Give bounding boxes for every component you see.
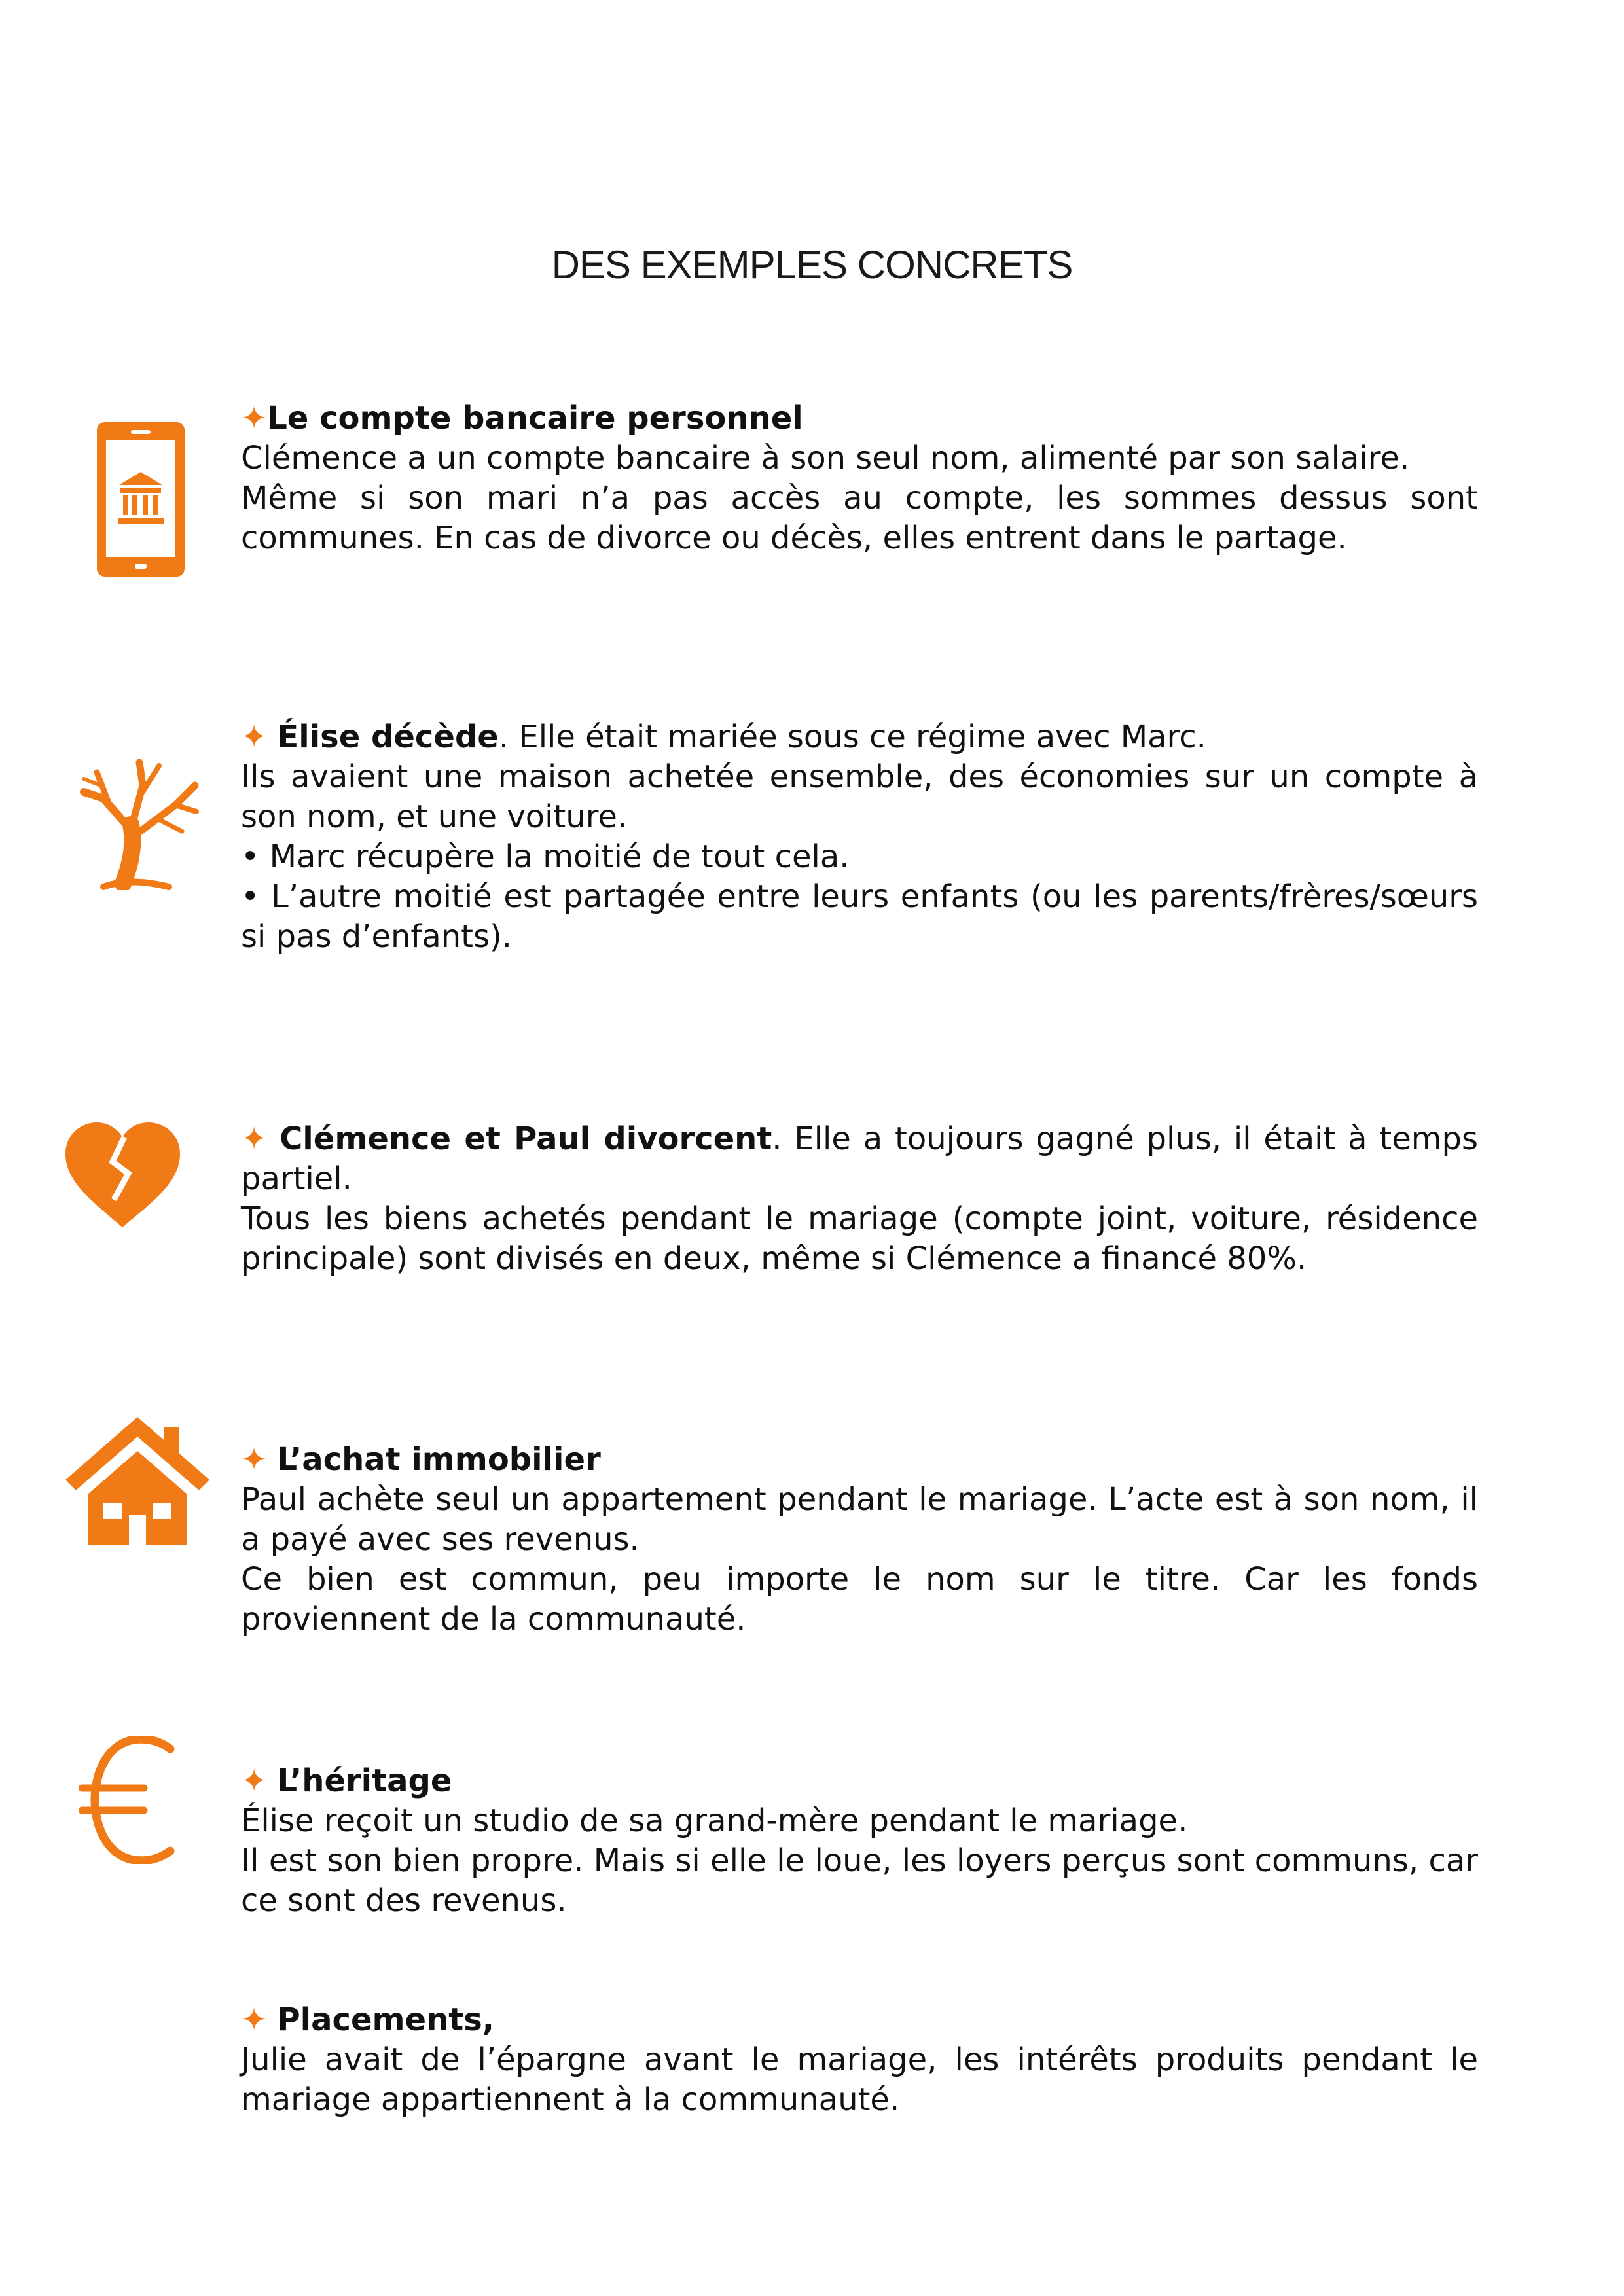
paragraph-line: Ce bien est commun, peu importe le nom sur le titre. Car les fonds proviennent de la communauté. <box>241 1561 1478 1638</box>
page-title: DES EXEMPLES CONCRETS <box>551 243 1073 287</box>
mobile-bank-icon <box>97 422 185 577</box>
paragraph-line: Même si son mari n’a pas accès au compte, les sommes dessus sont communes. En cas de divorce ou décès, elles entrent dans le partage. <box>241 480 1478 556</box>
paragraph-line: Tous les biens achetés pendant le mariage (compte joint, voiture, résidence principale) sont divisés en deux, même si Clémence a financé 80%. <box>241 1200 1478 1277</box>
paragraph-line: Julie avait de l’épargne avant le mariage, les intérêts produits pendant le mariage appartiennent à la communauté. <box>241 2041 1478 2118</box>
paragraph-line: Clémence a un compte bancaire à son seul nom, alimenté par son salaire. <box>241 440 1410 476</box>
section-heading <box>241 717 1478 757</box>
star-icon: ✦ <box>241 1763 268 1799</box>
star-icon: ✦ <box>241 719 268 755</box>
section-heading <box>241 1119 1478 1199</box>
paragraph-line: Élise reçoit un studio de sa grand-mère pendant le mariage. <box>241 1803 1188 1839</box>
heading-tail: . Elle était mariée sous ce régime avec Marc. <box>498 719 1206 755</box>
heading-text: Le compte bancaire personnel <box>267 400 803 437</box>
example-investments <box>241 2000 1478 2120</box>
heading-text: Placements, <box>277 2001 495 2038</box>
paragraph-line: Paul achète seul un appartement pendant le mariage. L’acte est à son nom, il a payé avec ses revenus. <box>241 1481 1478 1558</box>
bullet-line: • L’autre moitié est partagée entre leurs enfants (ou les parents/frères/sœurs si pas d’enfants). <box>241 878 1478 955</box>
star-icon: ✦ <box>241 1121 268 1157</box>
example-divorce <box>241 1119 1478 1279</box>
example-real-estate <box>241 1440 1478 1640</box>
example-bank-account <box>241 399 1478 558</box>
section-heading <box>241 1761 1478 1801</box>
paragraph-line: Il est son bien propre. Mais si elle le loue, les loyers perçus sont communs, car ce sont des revenus. <box>241 1842 1478 1919</box>
example-death <box>241 717 1478 957</box>
section-heading <box>241 2000 1478 2040</box>
broken-heart-icon <box>65 1122 180 1230</box>
section-heading <box>241 1440 1478 1480</box>
section-heading <box>241 399 1478 439</box>
heading-tail: . Elle a toujours gagné plus, il était à temps partiel. <box>241 1121 1478 1197</box>
heading-text: L’achat immobilier <box>277 1441 601 1478</box>
star-icon: ✦ <box>241 2001 268 2038</box>
house-icon <box>65 1417 209 1545</box>
bare-tree-icon <box>77 753 202 890</box>
paragraph-line: Ils avaient une maison achetée ensemble, des économies sur un compte à son nom, et une voiture. <box>241 759 1478 835</box>
star-icon: ✦ <box>241 1441 268 1478</box>
example-inheritance <box>241 1761 1478 1921</box>
star-icon: ✦ <box>241 400 268 437</box>
euro-icon <box>79 1736 177 1864</box>
bullet-line: • Marc récupère la moitié de tout cela. <box>241 838 850 875</box>
heading-text: Élise décède <box>277 719 499 755</box>
heading-text: L’héritage <box>277 1763 452 1799</box>
heading-text: Clémence et Paul divorcent <box>280 1121 772 1157</box>
